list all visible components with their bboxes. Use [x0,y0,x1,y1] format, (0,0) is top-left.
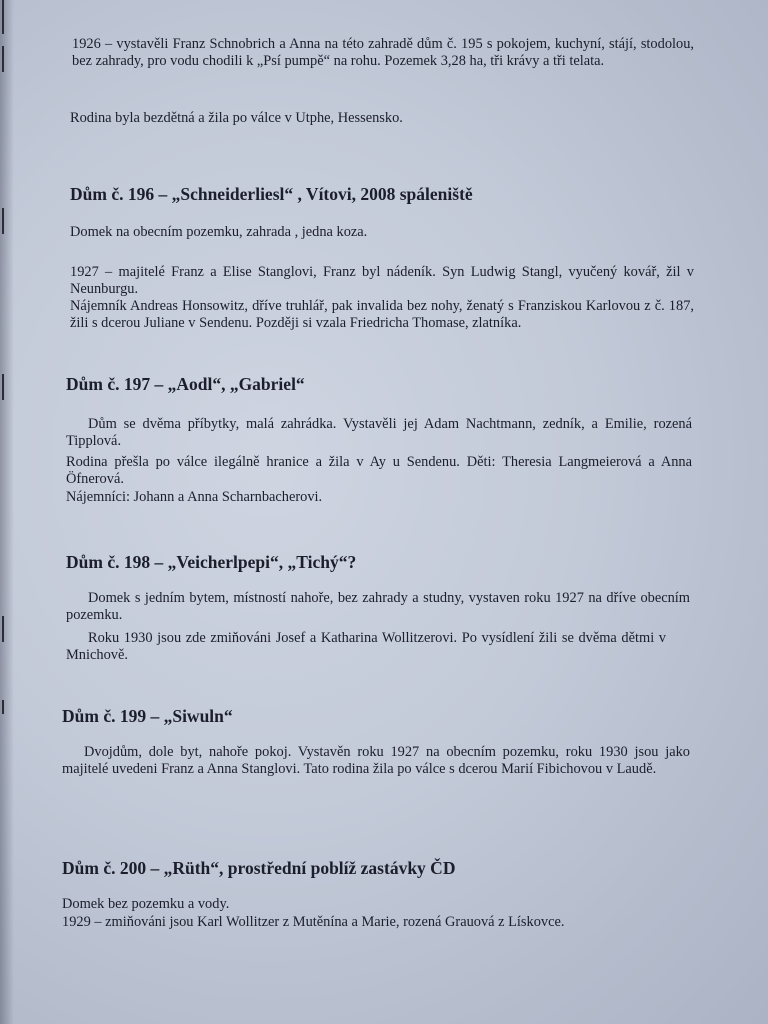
binder-mark [2,0,4,34]
section-heading-197: Dům č. 197 – „Aodl“, „Gabriel“ [66,374,305,394]
section-heading-198: Dům č. 198 – „Veicherlpepi“, „Tichý“? [66,552,357,572]
section-heading-196: Dům č. 196 – „Schneiderliesl“ , Vítovi, 2008 spáleniště [70,184,473,204]
section-198-paragraph-1: Domek s jedním bytem, místností nahoře, bez zahrady a studny, vystaven roku 1927 na dříve obecním pozemku. [66,590,690,624]
section-199-paragraph-1: Dvojdům, dole byt, nahoře pokoj. Vystavěn roku 1927 na obecním pozemku, roku 1930 jsou jako majitelé uvedeni Franz a Anna Stanglovi. Tato rodina žila po válce s dcerou Marií Fibichovou v Laudě. [62,744,690,778]
section-196-paragraph-2: 1927 – majitelé Franz a Elise Stanglovi, Franz byl nádeník. Syn Ludwig Stangl, vyučený kovář, žil v Neunburgu. [70,264,694,298]
binder-mark [2,208,4,234]
page-edge-shadow [0,0,14,1024]
intro-paragraph-1: 1926 – vystavěli Franz Schnobrich a Anna na této zahradě dům č. 195 s pokojem, kuchyní, stájí, stodolou, bez zahrady, pro vodu chodili k „Psí pumpě“ na rohu. Pozemek 3,28 ha, tři krávy a tři telata. [72,36,694,70]
section-197-paragraph-3: Nájemníci: Johann a Anna Scharnbacherovi. [66,489,323,505]
binder-mark [2,46,4,72]
section-198-paragraph-2: Roku 1930 jsou zde zmiňováni Josef a Katharina Wollitzerovi. Po vysídlení žili se dvěma dětmi v Mnichově. [66,630,666,664]
binder-mark [2,700,4,714]
section-197-paragraph-1: Dům se dvěma příbytky, malá zahrádka. Vystavěli jej Adam Nachtmann, zedník, a Emilie, rozená Tipplová. [66,416,692,450]
section-196-paragraph-1: Domek na obecním pozemku, zahrada , jedna koza. [70,224,368,240]
section-200-paragraph-2: 1929 – zmiňováni jsou Karl Wollitzer z Mutěnína a Marie, rozená Grauová z Lískovce. [62,914,565,930]
section-heading-199: Dům č. 199 – „Siwuln“ [62,706,233,726]
section-197-paragraph-2: Rodina přešla po válce ilegálně hranice a žila v Ay u Sendenu. Děti: Theresia Langmeierová a Anna Öfnerová. [66,454,692,488]
intro-paragraph-2: Rodina byla bezdětná a žila po válce v Utphe, Hessensko. [70,110,403,126]
section-196-paragraph-3: Nájemník Andreas Honsowitz, dříve truhlář, pak invalida bez nohy, ženatý s Franziskou Karlovou z č. 187, žili s dcerou Juliane v Sendenu. Později si vzala Friedricha Thomase, zlatníka. [70,298,694,332]
section-200-paragraph-1: Domek bez pozemku a vody. [62,896,230,912]
section-heading-200: Dům č. 200 – „Rüth“, prostřední poblíž zastávky ČD [62,858,456,878]
binder-mark [2,616,4,642]
binder-mark [2,374,4,400]
